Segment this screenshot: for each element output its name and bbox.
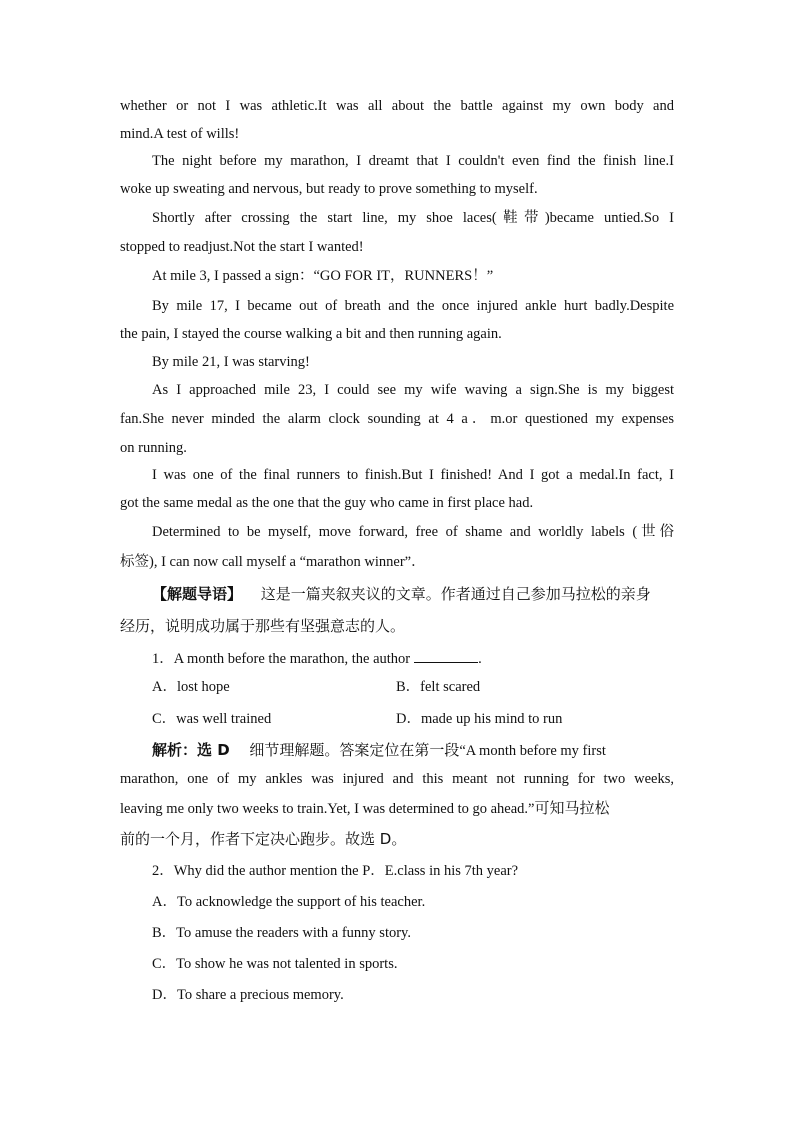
option-d: D．To share a precious memory. bbox=[152, 987, 344, 1003]
analysis-text: 可知马拉松 bbox=[534, 799, 610, 817]
analysis-line bbox=[152, 741, 606, 760]
answer-blank bbox=[414, 648, 478, 663]
analysis-line: marathon, one of my ankles was injured and this meant not running for two weeks, bbox=[120, 771, 674, 787]
passage-line: on running. bbox=[120, 440, 187, 456]
question-stem-end: . bbox=[478, 651, 482, 667]
option-d: D．made up his mind to run bbox=[396, 711, 563, 727]
guide-line bbox=[152, 585, 651, 603]
passage-line: whether or not I was athletic.It was all about the battle against my own body and bbox=[120, 98, 674, 114]
passage-line: got the same medal as the one that the guy who came in first place had. bbox=[120, 495, 534, 511]
option-c: C．was well trained bbox=[152, 711, 272, 727]
passage-line: At mile 3, I passed a sign：“GO FOR IT，RUNNERS！” bbox=[152, 268, 494, 284]
analysis-line bbox=[120, 799, 610, 818]
option-b: B．To amuse the readers with a funny story. bbox=[152, 925, 411, 941]
guide-line: 经历，说明成功属于那些有坚强意志的人。 bbox=[120, 617, 406, 635]
passage-line: mind.A test of wills! bbox=[120, 126, 240, 142]
option-a: A．lost hope bbox=[152, 679, 230, 695]
passage-line: By mile 17, I became out of breath and the once injured ankle hurt badly.Despite bbox=[152, 298, 674, 314]
question-stem-text: 1．A month before the marathon, the author bbox=[152, 651, 411, 667]
guide-text: 这是一篇夹叙夹议的文章。作者通过自己参加马拉松的亲身 bbox=[260, 585, 651, 603]
question-1-stem bbox=[152, 648, 482, 668]
passage-line: Shortly after crossing the start line, my shoe laces(鞋带)became untied.So I bbox=[152, 210, 674, 226]
question-2-stem: 2．Why did the author mention the P．E.class in his 7th year? bbox=[152, 863, 519, 879]
guide-label: 【解题导语】 bbox=[152, 585, 243, 603]
analysis-quote: leaving me only two weeks to train.Yet, I was determined to go ahead.” bbox=[120, 801, 535, 817]
analysis-line: 前的一个月，作者下定决心跑步。故选 D。 bbox=[120, 830, 407, 848]
passage-line: Determined to be myself, move forward, free of shame and worldly labels (世俗 bbox=[152, 524, 674, 540]
passage-line: fan.She never minded the alarm clock sounding at 4 a．m.or questioned my expenses bbox=[120, 411, 674, 427]
option-b: B．felt scared bbox=[396, 679, 481, 695]
analysis-label: 解析：选 D bbox=[152, 741, 230, 759]
passage-line: I was one of the final runners to finish.But I finished! And I got a medal.In fact, I bbox=[152, 467, 674, 483]
option-c: C．To show he was not talented in sports. bbox=[152, 956, 398, 972]
analysis-text: 细节理解题。答案定位在第一段 bbox=[249, 741, 460, 759]
option-a: A．To acknowledge the support of his teacher. bbox=[152, 894, 426, 910]
passage-line: The night before my marathon, I dreamt that I couldn't even find the finish line.I bbox=[152, 153, 674, 169]
passage-line: the pain, I stayed the course walking a bit and then running again. bbox=[120, 326, 502, 342]
passage-line: By mile 21, I was starving! bbox=[152, 354, 310, 370]
passage-line: As I approached mile 23, I could see my wife waving a sign.She is my biggest bbox=[152, 382, 674, 398]
passage-line: woke up sweating and nervous, but ready to prove something to myself. bbox=[120, 181, 538, 197]
passage-line: 标签), I can now call myself a “marathon winner”． bbox=[120, 554, 426, 570]
passage-line: stopped to readjust.Not the start I wanted! bbox=[120, 239, 364, 255]
analysis-quote: “A month before my first bbox=[459, 743, 606, 759]
